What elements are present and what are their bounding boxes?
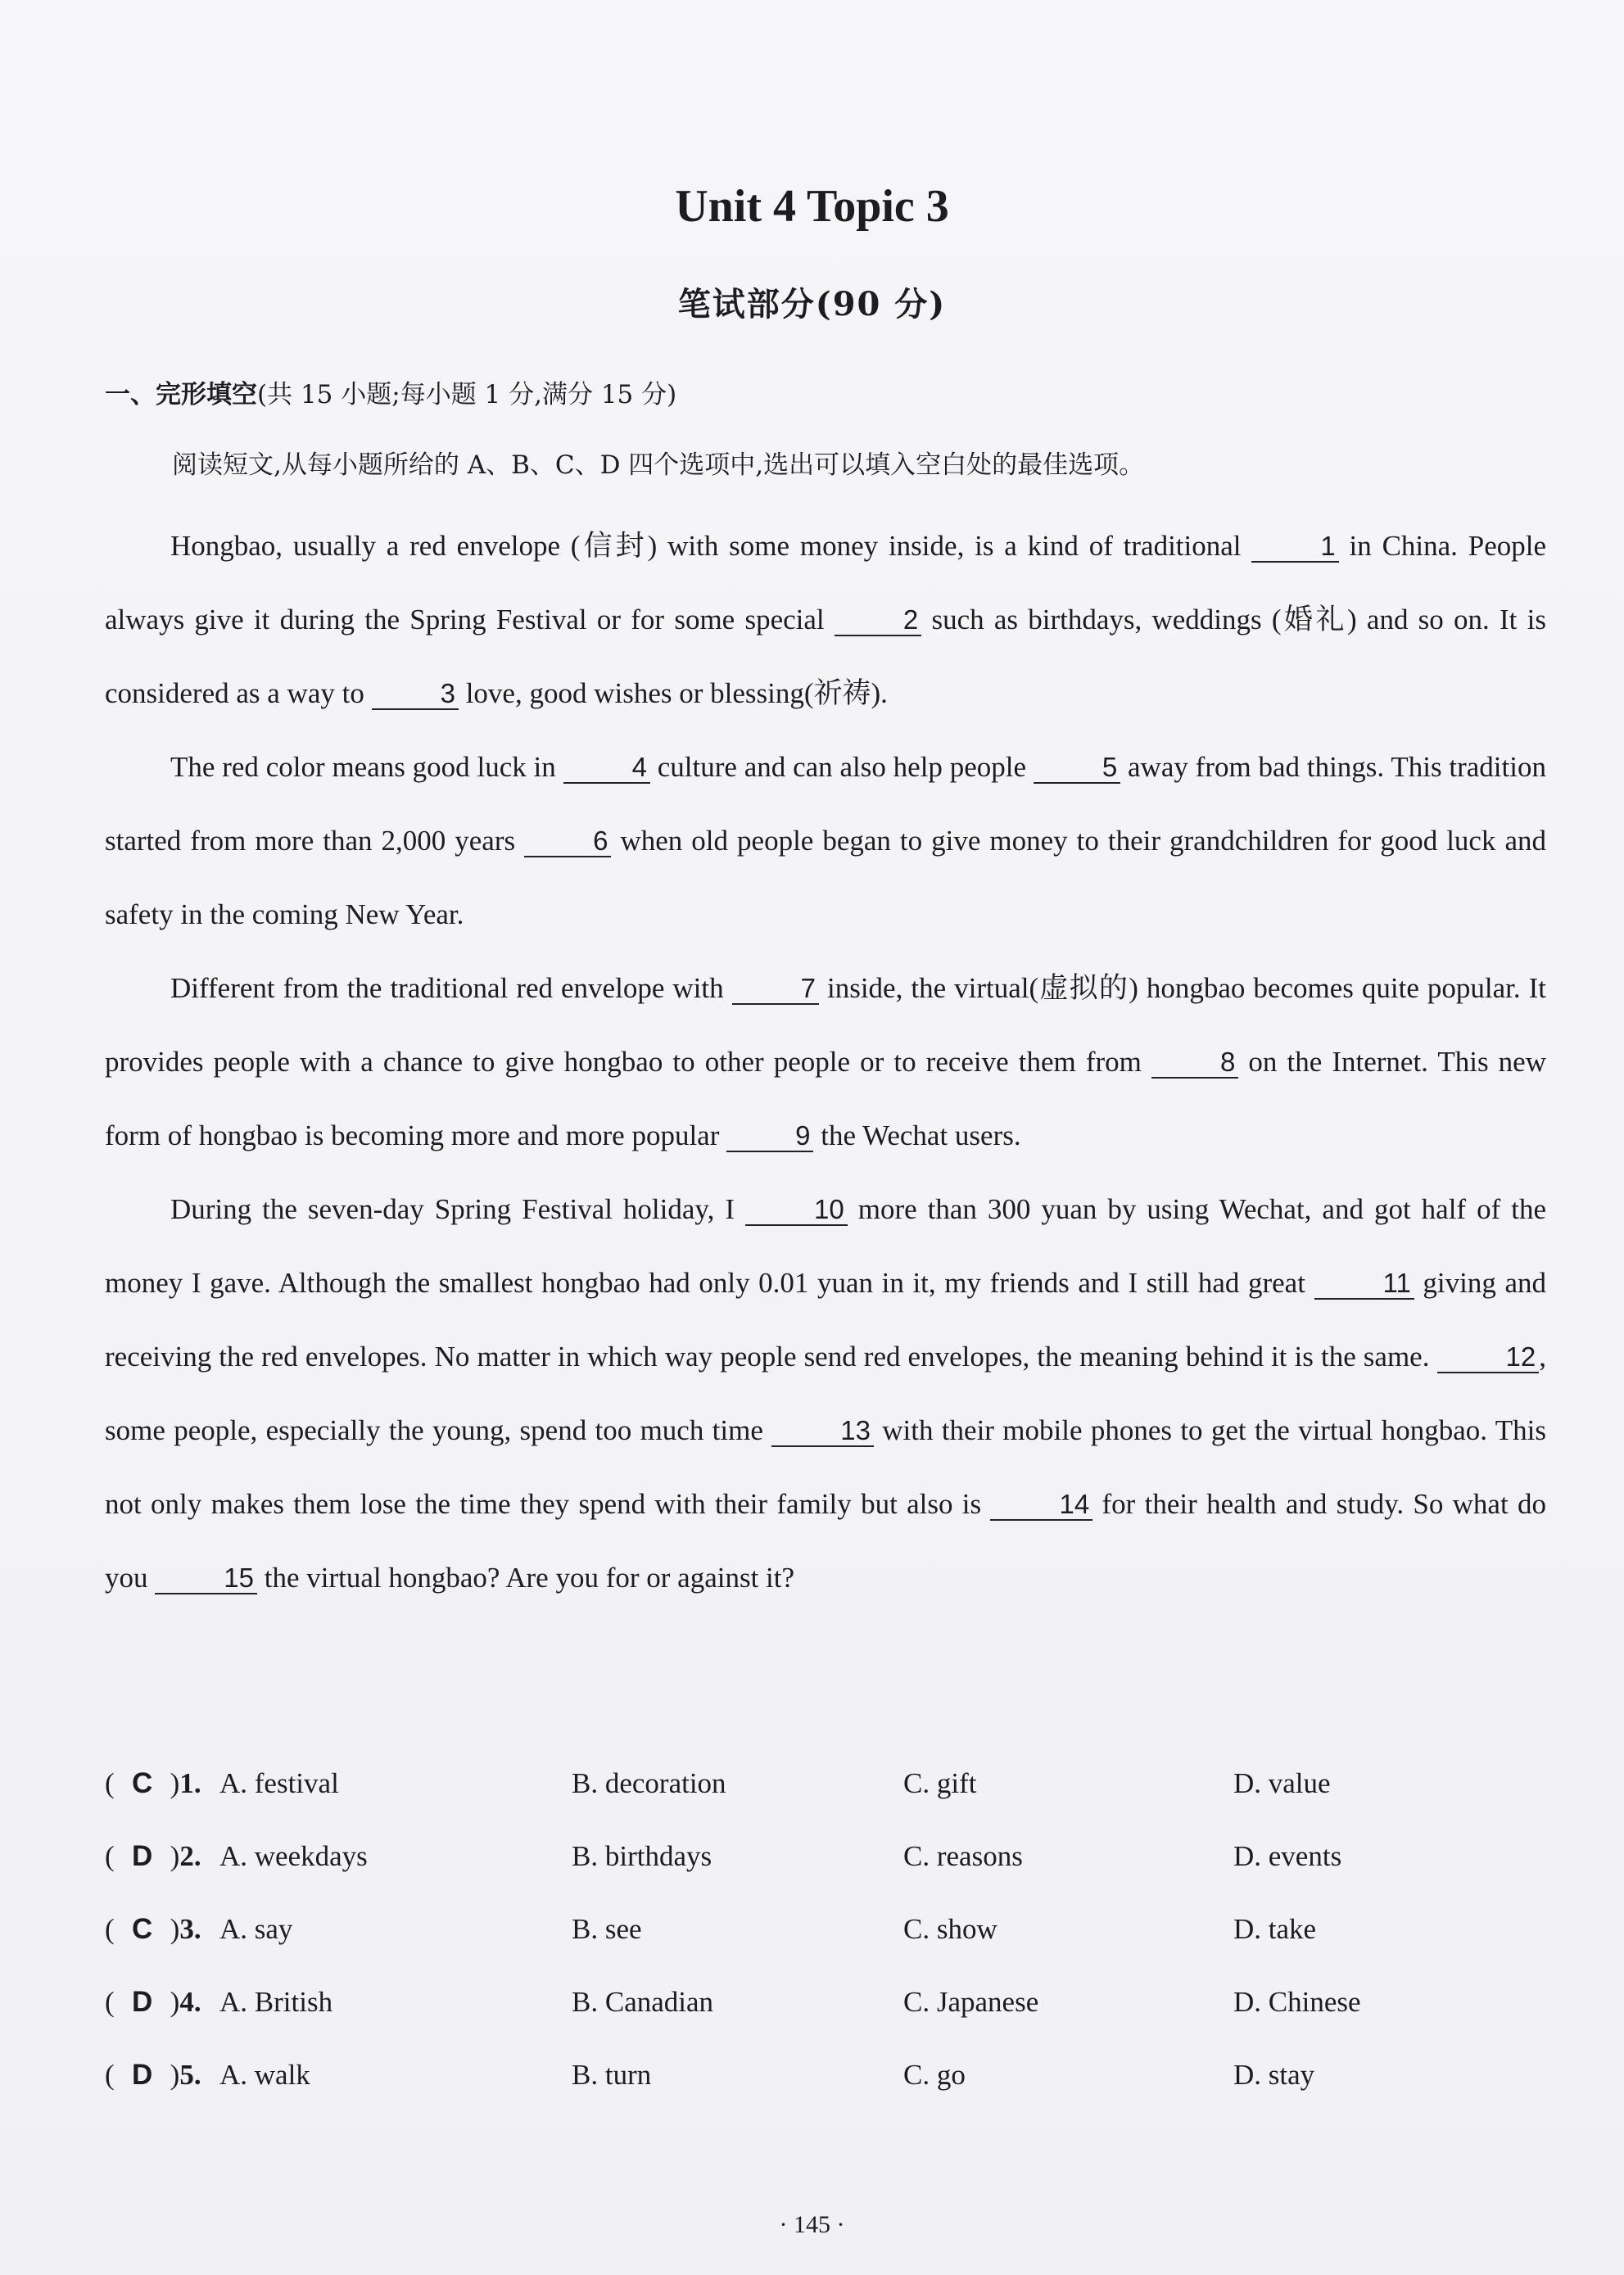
passage-paragraph-4: [105, 1173, 1546, 1615]
question-row-5: [105, 2044, 1546, 2117]
option-d: D. stay: [1233, 2059, 1315, 2091]
answer-letter: C: [132, 1767, 153, 1799]
section-heading-note: (共 15 小题;每小题 1 分,满分 15 分): [257, 380, 677, 409]
blank-13: 13: [771, 1416, 874, 1447]
option-b: B. see: [572, 1913, 642, 1945]
passage-text: , some people, especially the young, spend too much time: [105, 1341, 1546, 1446]
blank-14: 14: [990, 1490, 1092, 1521]
passage-paragraph-2: [105, 730, 1546, 952]
answer-slot: [105, 1913, 201, 1946]
paren-close: ): [170, 1767, 180, 1799]
answer-letter: D: [132, 2059, 153, 2091]
passage-paragraph-3: [105, 952, 1546, 1173]
answer-slot: [105, 1840, 201, 1873]
answer-letter: C: [132, 1913, 153, 1945]
blank-7: 7: [732, 974, 819, 1005]
passage-text: During the seven-day Spring Festival holiday, I: [170, 1193, 746, 1225]
option-d: D. Chinese: [1233, 1986, 1361, 2018]
page-title: Unit 4 Topic 3: [675, 181, 949, 232]
question-number: 3.: [179, 1913, 201, 1945]
blank-8: 8: [1151, 1047, 1238, 1079]
passage-text: on the Internet. This new form of hongbao is becoming more and more popular: [105, 1046, 1546, 1151]
passage-text: The red color means good luck in: [170, 751, 563, 783]
cloze-passage: [105, 509, 1546, 1615]
blank-11: 11: [1314, 1269, 1414, 1300]
option-c: C. go: [903, 2059, 966, 2091]
passage-text: for their health and study. So what do you: [105, 1488, 1547, 1594]
passage-paragraph-1: [105, 509, 1546, 730]
passage-text: with their mobile phones to get the virtual hongbao. This not only makes them lose the time they spend with their family but also is: [105, 1414, 1546, 1520]
passage-text: Hongbao, usually a red envelope (信封) with some money inside, is a kind of traditional: [170, 530, 1252, 562]
paren-open: (: [105, 1767, 115, 1799]
blank-9: 9: [726, 1121, 813, 1152]
passage-text: the virtual hongbao? Are you for or against it?: [256, 1562, 795, 1594]
option-c: C. gift: [903, 1767, 977, 1799]
page-subtitle: 笔试部分(90 分): [677, 285, 947, 323]
page-number: · 145 ·: [779, 2211, 845, 2238]
section-heading: [105, 373, 676, 410]
passage-text: when old people began to give money to their grandchildren for good luck and safety in the coming New Year.: [105, 825, 1546, 930]
option-b: B. turn: [572, 2059, 652, 2091]
blank-2: 2: [835, 605, 921, 636]
section-heading-label: 一、完形填空: [105, 380, 257, 409]
answer-slot: [105, 1986, 201, 2019]
question-row-3: [105, 1898, 1546, 1971]
passage-text: love, good wishes or blessing(祈祷).: [458, 677, 888, 709]
option-a: A. walk: [219, 2059, 310, 2091]
option-a: A. British: [219, 1986, 333, 2018]
paren-close: ): [170, 2059, 180, 2091]
blank-6: 6: [524, 826, 611, 857]
passage-text: inside, the virtual(虚拟的) hongbao becomes quite popular. It provides people with a chance to give hongbao to other people or to receive them from: [105, 972, 1546, 1078]
question-number: 2.: [179, 1840, 201, 1872]
passage-text: away from bad things. This tradition started from more than 2,000 years: [105, 751, 1546, 857]
section-instruction: 阅读短文,从每小题所给的 A、B、C、D 四个选项中,选出可以填入空白处的最佳选项。: [172, 450, 1145, 480]
paren-open: (: [105, 1913, 115, 1945]
option-b: B. decoration: [572, 1767, 726, 1799]
blank-12: 12: [1437, 1342, 1540, 1373]
blank-10: 10: [745, 1195, 848, 1226]
paren-open: (: [105, 1986, 115, 2018]
option-c: C. show: [903, 1913, 997, 1945]
passage-text: culture and can also help people: [649, 751, 1034, 783]
answer-slot: [105, 2059, 201, 2092]
passage-text: in China. People always give it during the Spring Festival or for some special: [105, 530, 1546, 635]
passage-text: Different from the traditional red envelope with: [170, 972, 732, 1004]
option-b: B. Canadian: [572, 1986, 714, 2018]
blank-5: 5: [1034, 753, 1120, 784]
blank-1: 1: [1251, 531, 1338, 563]
paren-close: ): [170, 1840, 180, 1872]
answer-letter: D: [132, 1840, 153, 1872]
paren-close: ): [170, 1986, 180, 2018]
question-number: 1.: [179, 1767, 201, 1799]
option-d: D. take: [1233, 1913, 1317, 1945]
passage-text: the Wechat users.: [813, 1119, 1021, 1151]
question-row-4: [105, 1971, 1546, 2044]
question-list: [105, 1753, 1546, 2117]
option-c: C. Japanese: [903, 1986, 1039, 2018]
question-row-2: [105, 1825, 1546, 1898]
option-d: D. events: [1233, 1840, 1342, 1872]
passage-text: more than 300 yuan by using Wechat, and got half of the money I gave. Although the smallest hongbao had only 0.01 yuan in it, my friends and I still had great: [105, 1193, 1546, 1299]
passage-text: giving and receiving the red envelopes. No matter in which way people send red envelopes, the meaning behind it is the same.: [105, 1267, 1546, 1373]
blank-15: 15: [155, 1563, 257, 1594]
answer-slot: [105, 1767, 201, 1800]
option-d: D. value: [1233, 1767, 1331, 1799]
question-number: 5.: [179, 2059, 201, 2091]
paren-open: (: [105, 2059, 115, 2091]
option-a: A. say: [219, 1913, 293, 1945]
option-a: A. weekdays: [219, 1840, 368, 1872]
question-row-1: [105, 1753, 1546, 1825]
passage-text: such as birthdays, weddings (婚礼) and so on. It is considered as a way to: [105, 604, 1546, 709]
paren-close: ): [170, 1913, 180, 1945]
option-a: A. festival: [219, 1767, 339, 1799]
option-c: C. reasons: [903, 1840, 1023, 1872]
blank-4: 4: [563, 753, 650, 784]
option-b: B. birthdays: [572, 1840, 712, 1872]
answer-letter: D: [132, 1986, 153, 2018]
question-number: 4.: [179, 1986, 201, 2018]
paren-open: (: [105, 1840, 115, 1872]
blank-3: 3: [372, 679, 459, 710]
